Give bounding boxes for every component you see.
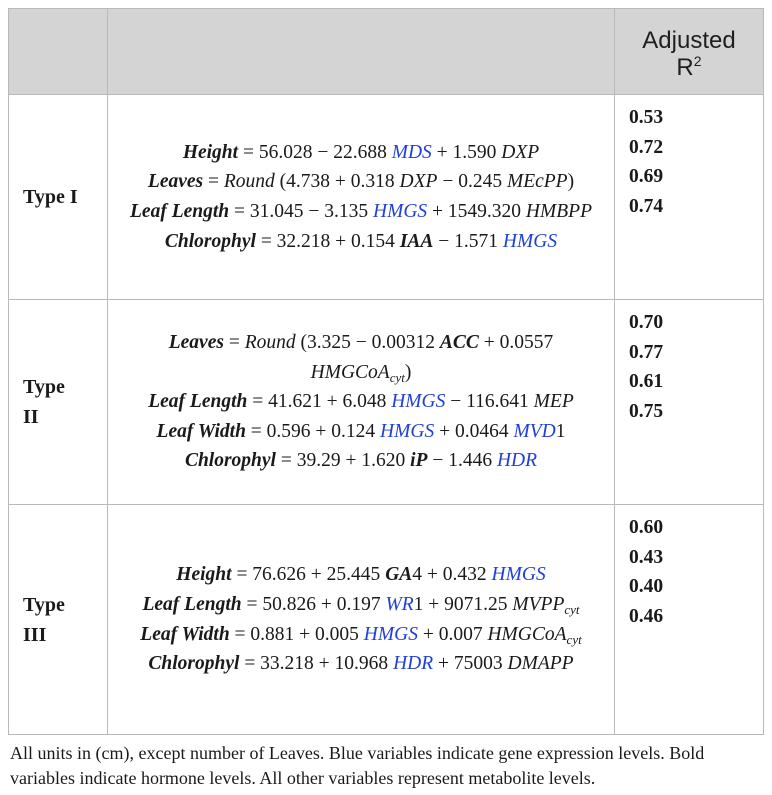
equation xyxy=(118,446,604,476)
r2-cell xyxy=(615,95,764,300)
r2-cell xyxy=(615,300,764,505)
hormone-variable: iP xyxy=(410,450,428,472)
metabolite-variable: DXP xyxy=(399,171,438,193)
response-variable: Leaf Width xyxy=(140,623,230,645)
equation-text: = xyxy=(203,171,224,193)
table-row xyxy=(9,505,764,735)
regression-table xyxy=(8,8,764,735)
equation-text: = 56.028 − 22.688 xyxy=(238,141,392,163)
metabolite-variable: MVPP xyxy=(512,593,565,615)
header-row xyxy=(9,9,764,95)
metabolite-variable: Round xyxy=(244,332,296,354)
r2-value: 0.40 xyxy=(629,576,664,598)
hormone-variable: GA xyxy=(385,564,413,586)
response-variable: Leaves xyxy=(147,171,204,193)
type-label-cell xyxy=(9,95,108,300)
type-label: Type III xyxy=(23,593,65,646)
equation-text: (4.738 + 0.318 xyxy=(274,171,400,193)
response-variable: Height xyxy=(182,141,239,163)
metabolite-variable: HMBPP xyxy=(525,201,592,222)
r2-value: 0.72 xyxy=(629,136,664,158)
gene-variable: HMGS xyxy=(491,564,546,586)
type-label: Type I xyxy=(23,186,78,208)
equation-text: = 32.218 + 0.154 xyxy=(255,230,400,252)
gene-variable: HMGS xyxy=(373,201,428,222)
equation-text: (3.325 − 0.00312 xyxy=(295,332,440,354)
equations-cell xyxy=(108,95,615,300)
equation-text: = 0.596 + 0.124 xyxy=(245,420,381,442)
gene-variable: HMGS xyxy=(380,420,435,442)
gene-variable: HDR xyxy=(393,653,434,675)
type-label-cell xyxy=(9,300,108,505)
equation xyxy=(118,649,604,679)
r2-value: 0.74 xyxy=(629,195,664,217)
gene-variable: HMGS xyxy=(391,391,446,413)
equation-text: − 0.245 xyxy=(437,171,507,193)
subscript: cyt xyxy=(564,601,580,617)
header-adjusted-label: Adjusted xyxy=(642,26,736,54)
equation xyxy=(118,387,604,417)
response-variable: Chlorophyl xyxy=(148,653,240,675)
equation xyxy=(118,328,604,387)
gene-variable: HMGS xyxy=(502,230,558,252)
equation-text: = xyxy=(223,332,245,354)
table-footnote: All units in (cm), except number of Leaves. Blue variables indicate gene expression levels. Bold variables indicate hormone levels. All other variables represent metabolite levels. xyxy=(10,743,705,788)
equation-text: = 39.29 + 1.620 xyxy=(275,450,411,472)
r2-value: 0.69 xyxy=(629,166,664,188)
type-label: Type II xyxy=(23,376,65,428)
header-r-superscript: 2 xyxy=(693,52,702,69)
equation-text: ) xyxy=(404,361,412,383)
metabolite-variable: DXP xyxy=(501,141,540,163)
r2-value: 0.77 xyxy=(629,341,664,363)
metabolite-variable: DMAPP xyxy=(507,653,574,675)
equation xyxy=(118,620,604,650)
equation-text: = 76.626 + 25.445 xyxy=(231,564,386,586)
response-variable: Chlorophyl xyxy=(184,450,276,472)
r2-value: 0.75 xyxy=(629,400,664,422)
equation-text: = 50.826 + 0.197 xyxy=(241,593,386,615)
r2-value: 0.53 xyxy=(629,107,664,128)
equation-text: = 33.218 + 10.968 xyxy=(239,653,394,675)
header-equation-cell xyxy=(108,9,615,95)
equation-text: 1 xyxy=(555,420,566,442)
metabolite-variable: HMGCoA xyxy=(487,623,567,645)
equation-text: − 1.446 xyxy=(427,450,497,472)
gene-variable: HMGS xyxy=(363,623,418,645)
header-adjusted-r2 xyxy=(615,9,764,95)
equations-cell xyxy=(108,505,615,735)
equation-text: + 0.0557 xyxy=(478,332,554,354)
equation-text: 1 + 9071.25 xyxy=(413,593,513,615)
r2-value: 0.60 xyxy=(629,517,664,538)
response-variable: Leaf Width xyxy=(156,420,246,442)
equation xyxy=(118,138,604,168)
gene-variable: MVD xyxy=(513,420,556,442)
response-variable: Leaf Length xyxy=(130,201,230,222)
metabolite-variable: HMGCoA xyxy=(310,361,390,383)
equation-text: − 116.641 xyxy=(445,391,534,413)
equation-text: = 31.045 − 3.135 xyxy=(229,201,373,222)
metabolite-variable: Round xyxy=(223,171,275,193)
gene-variable: MDS xyxy=(391,141,432,163)
equation-text: + 1.590 xyxy=(431,141,502,163)
subscript: cyt xyxy=(566,631,582,647)
equation xyxy=(118,167,604,197)
r2-value: 0.61 xyxy=(629,371,664,393)
equation-text: = 0.881 + 0.005 xyxy=(229,623,364,645)
equation xyxy=(118,560,604,590)
table-row xyxy=(9,300,764,505)
equation xyxy=(118,197,604,227)
equation xyxy=(118,590,604,620)
subscript: cyt xyxy=(389,369,405,385)
equation-text: + 0.0464 xyxy=(434,420,514,442)
response-variable: Height xyxy=(176,564,232,586)
equation-text: − 1.571 xyxy=(433,230,503,252)
header-r-label: R xyxy=(676,53,694,81)
equation xyxy=(118,227,604,257)
hormone-variable: IAA xyxy=(399,230,434,252)
r2-cell xyxy=(615,505,764,735)
r2-value: 0.46 xyxy=(629,605,664,627)
r2-value: 0.43 xyxy=(629,546,664,568)
gene-variable: WR xyxy=(385,593,414,615)
equation-text: ) xyxy=(567,171,575,193)
table-row xyxy=(9,95,764,300)
response-variable: Leaves xyxy=(168,332,224,354)
type-label-cell xyxy=(9,505,108,735)
equation-text: + 75003 xyxy=(433,653,508,675)
header-type-cell xyxy=(9,9,108,95)
equations-cell xyxy=(108,300,615,505)
response-variable: Chlorophyl xyxy=(164,230,256,252)
equation-text: + 1549.320 xyxy=(427,201,526,222)
r2-value: 0.70 xyxy=(629,312,664,333)
metabolite-variable: MEP xyxy=(533,391,574,413)
equation xyxy=(118,417,604,447)
response-variable: Leaf Length xyxy=(148,391,248,413)
gene-variable: HDR xyxy=(496,450,538,472)
equation-text: = 41.621 + 6.048 xyxy=(247,391,392,413)
equation-text: + 0.007 xyxy=(417,623,488,645)
hormone-variable: ACC xyxy=(439,332,479,354)
equation-text: 4 + 0.432 xyxy=(412,564,492,586)
metabolite-variable: MEcPP xyxy=(506,171,568,193)
response-variable: Leaf Length xyxy=(142,593,242,615)
